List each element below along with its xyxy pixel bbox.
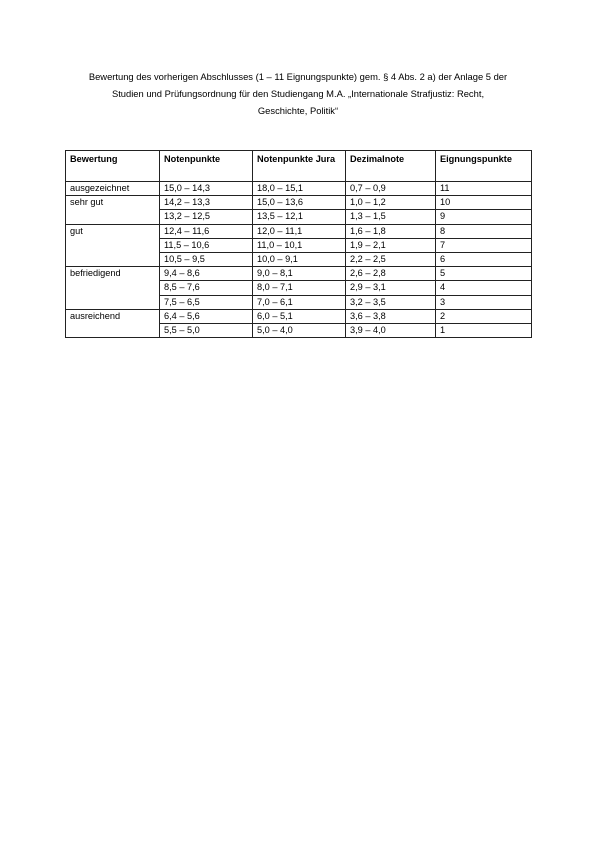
cell-eignungspunkte: 6 [436, 252, 532, 266]
grade-label: ausreichend [66, 309, 160, 337]
cell-notenpunkte: 6,4 – 5,6 [160, 309, 253, 323]
cell-eignungspunkte: 5 [436, 267, 532, 281]
cell-notenpunkte: 10,5 – 9,5 [160, 252, 253, 266]
cell-dezimalnote: 1,0 – 1,2 [346, 196, 436, 210]
cell-eignungspunkte: 3 [436, 295, 532, 309]
cell-notenpunkte: 11,5 – 10,6 [160, 238, 253, 252]
table-row [66, 267, 532, 281]
grade-label: befriedigend [66, 267, 160, 310]
table-row [66, 224, 532, 238]
cell-notenpunkte: 9,4 – 8,6 [160, 267, 253, 281]
title-line: Studien und Prüfungsordnung für den Studiengang M.A. „Internationale Strafjustiz: Recht, [111, 88, 485, 99]
cell-notenpunkte-jura: 7,0 – 6,1 [253, 295, 346, 309]
cell-notenpunkte-jura: 5,0 – 4,0 [253, 323, 346, 337]
table-header-row [66, 151, 532, 182]
cell-notenpunkte: 14,2 – 13,3 [160, 196, 253, 210]
grading-table [65, 150, 532, 338]
cell-notenpunkte: 15,0 – 14,3 [160, 182, 253, 196]
cell-dezimalnote: 0,7 – 0,9 [346, 182, 436, 196]
cell-eignungspunkte: 1 [436, 323, 532, 337]
cell-dezimalnote: 2,2 – 2,5 [346, 252, 436, 266]
header-notenpunkte: Notenpunkte [160, 151, 253, 182]
cell-notenpunkte-jura: 9,0 – 8,1 [253, 267, 346, 281]
cell-dezimalnote: 2,6 – 2,8 [346, 267, 436, 281]
cell-eignungspunkte: 7 [436, 238, 532, 252]
cell-eignungspunkte: 4 [436, 281, 532, 295]
cell-notenpunkte-jura: 6,0 – 5,1 [253, 309, 346, 323]
cell-dezimalnote: 1,6 – 1,8 [346, 224, 436, 238]
title-line: Geschichte, Politik“ [257, 105, 339, 116]
document-title [66, 68, 530, 119]
grade-label: sehr gut [66, 196, 160, 224]
cell-eignungspunkte: 9 [436, 210, 532, 224]
cell-eignungspunkte: 10 [436, 196, 532, 210]
header-bewertung: Bewertung [66, 151, 160, 182]
cell-eignungspunkte: 11 [436, 182, 532, 196]
cell-dezimalnote: 1,9 – 2,1 [346, 238, 436, 252]
cell-notenpunkte: 12,4 – 11,6 [160, 224, 253, 238]
cell-eignungspunkte: 8 [436, 224, 532, 238]
cell-notenpunkte: 13,2 – 12,5 [160, 210, 253, 224]
cell-notenpunkte-jura: 12,0 – 11,1 [253, 224, 346, 238]
grade-label: ausgezeichnet [66, 182, 160, 196]
cell-dezimalnote: 3,6 – 3,8 [346, 309, 436, 323]
title-line: Bewertung des vorherigen Abschlusses (1 – 11 Eignungspunkte) gem. § 4 Abs. 2 a) der Anlage 5 der [88, 71, 508, 82]
cell-notenpunkte-jura: 11,0 – 10,1 [253, 238, 346, 252]
cell-notenpunkte: 7,5 – 6,5 [160, 295, 253, 309]
grade-label: gut [66, 224, 160, 267]
cell-dezimalnote: 3,9 – 4,0 [346, 323, 436, 337]
table-row [66, 196, 532, 210]
cell-notenpunkte-jura: 15,0 – 13,6 [253, 196, 346, 210]
cell-eignungspunkte: 2 [436, 309, 532, 323]
header-eignungspunkte: Eignungspunkte [436, 151, 532, 182]
header-notenpunkte-jura: Notenpunkte Jura [253, 151, 346, 182]
cell-dezimalnote: 2,9 – 3,1 [346, 281, 436, 295]
table-row [66, 182, 532, 196]
cell-notenpunkte-jura: 8,0 – 7,1 [253, 281, 346, 295]
table-row [66, 309, 532, 323]
header-dezimalnote: Dezimalnote [346, 151, 436, 182]
cell-dezimalnote: 1,3 – 1,5 [346, 210, 436, 224]
cell-notenpunkte-jura: 10,0 – 9,1 [253, 252, 346, 266]
cell-notenpunkte: 5,5 – 5,0 [160, 323, 253, 337]
cell-notenpunkte-jura: 13,5 – 12,1 [253, 210, 346, 224]
cell-dezimalnote: 3,2 – 3,5 [346, 295, 436, 309]
cell-notenpunkte-jura: 18,0 – 15,1 [253, 182, 346, 196]
cell-notenpunkte: 8,5 – 7,6 [160, 281, 253, 295]
